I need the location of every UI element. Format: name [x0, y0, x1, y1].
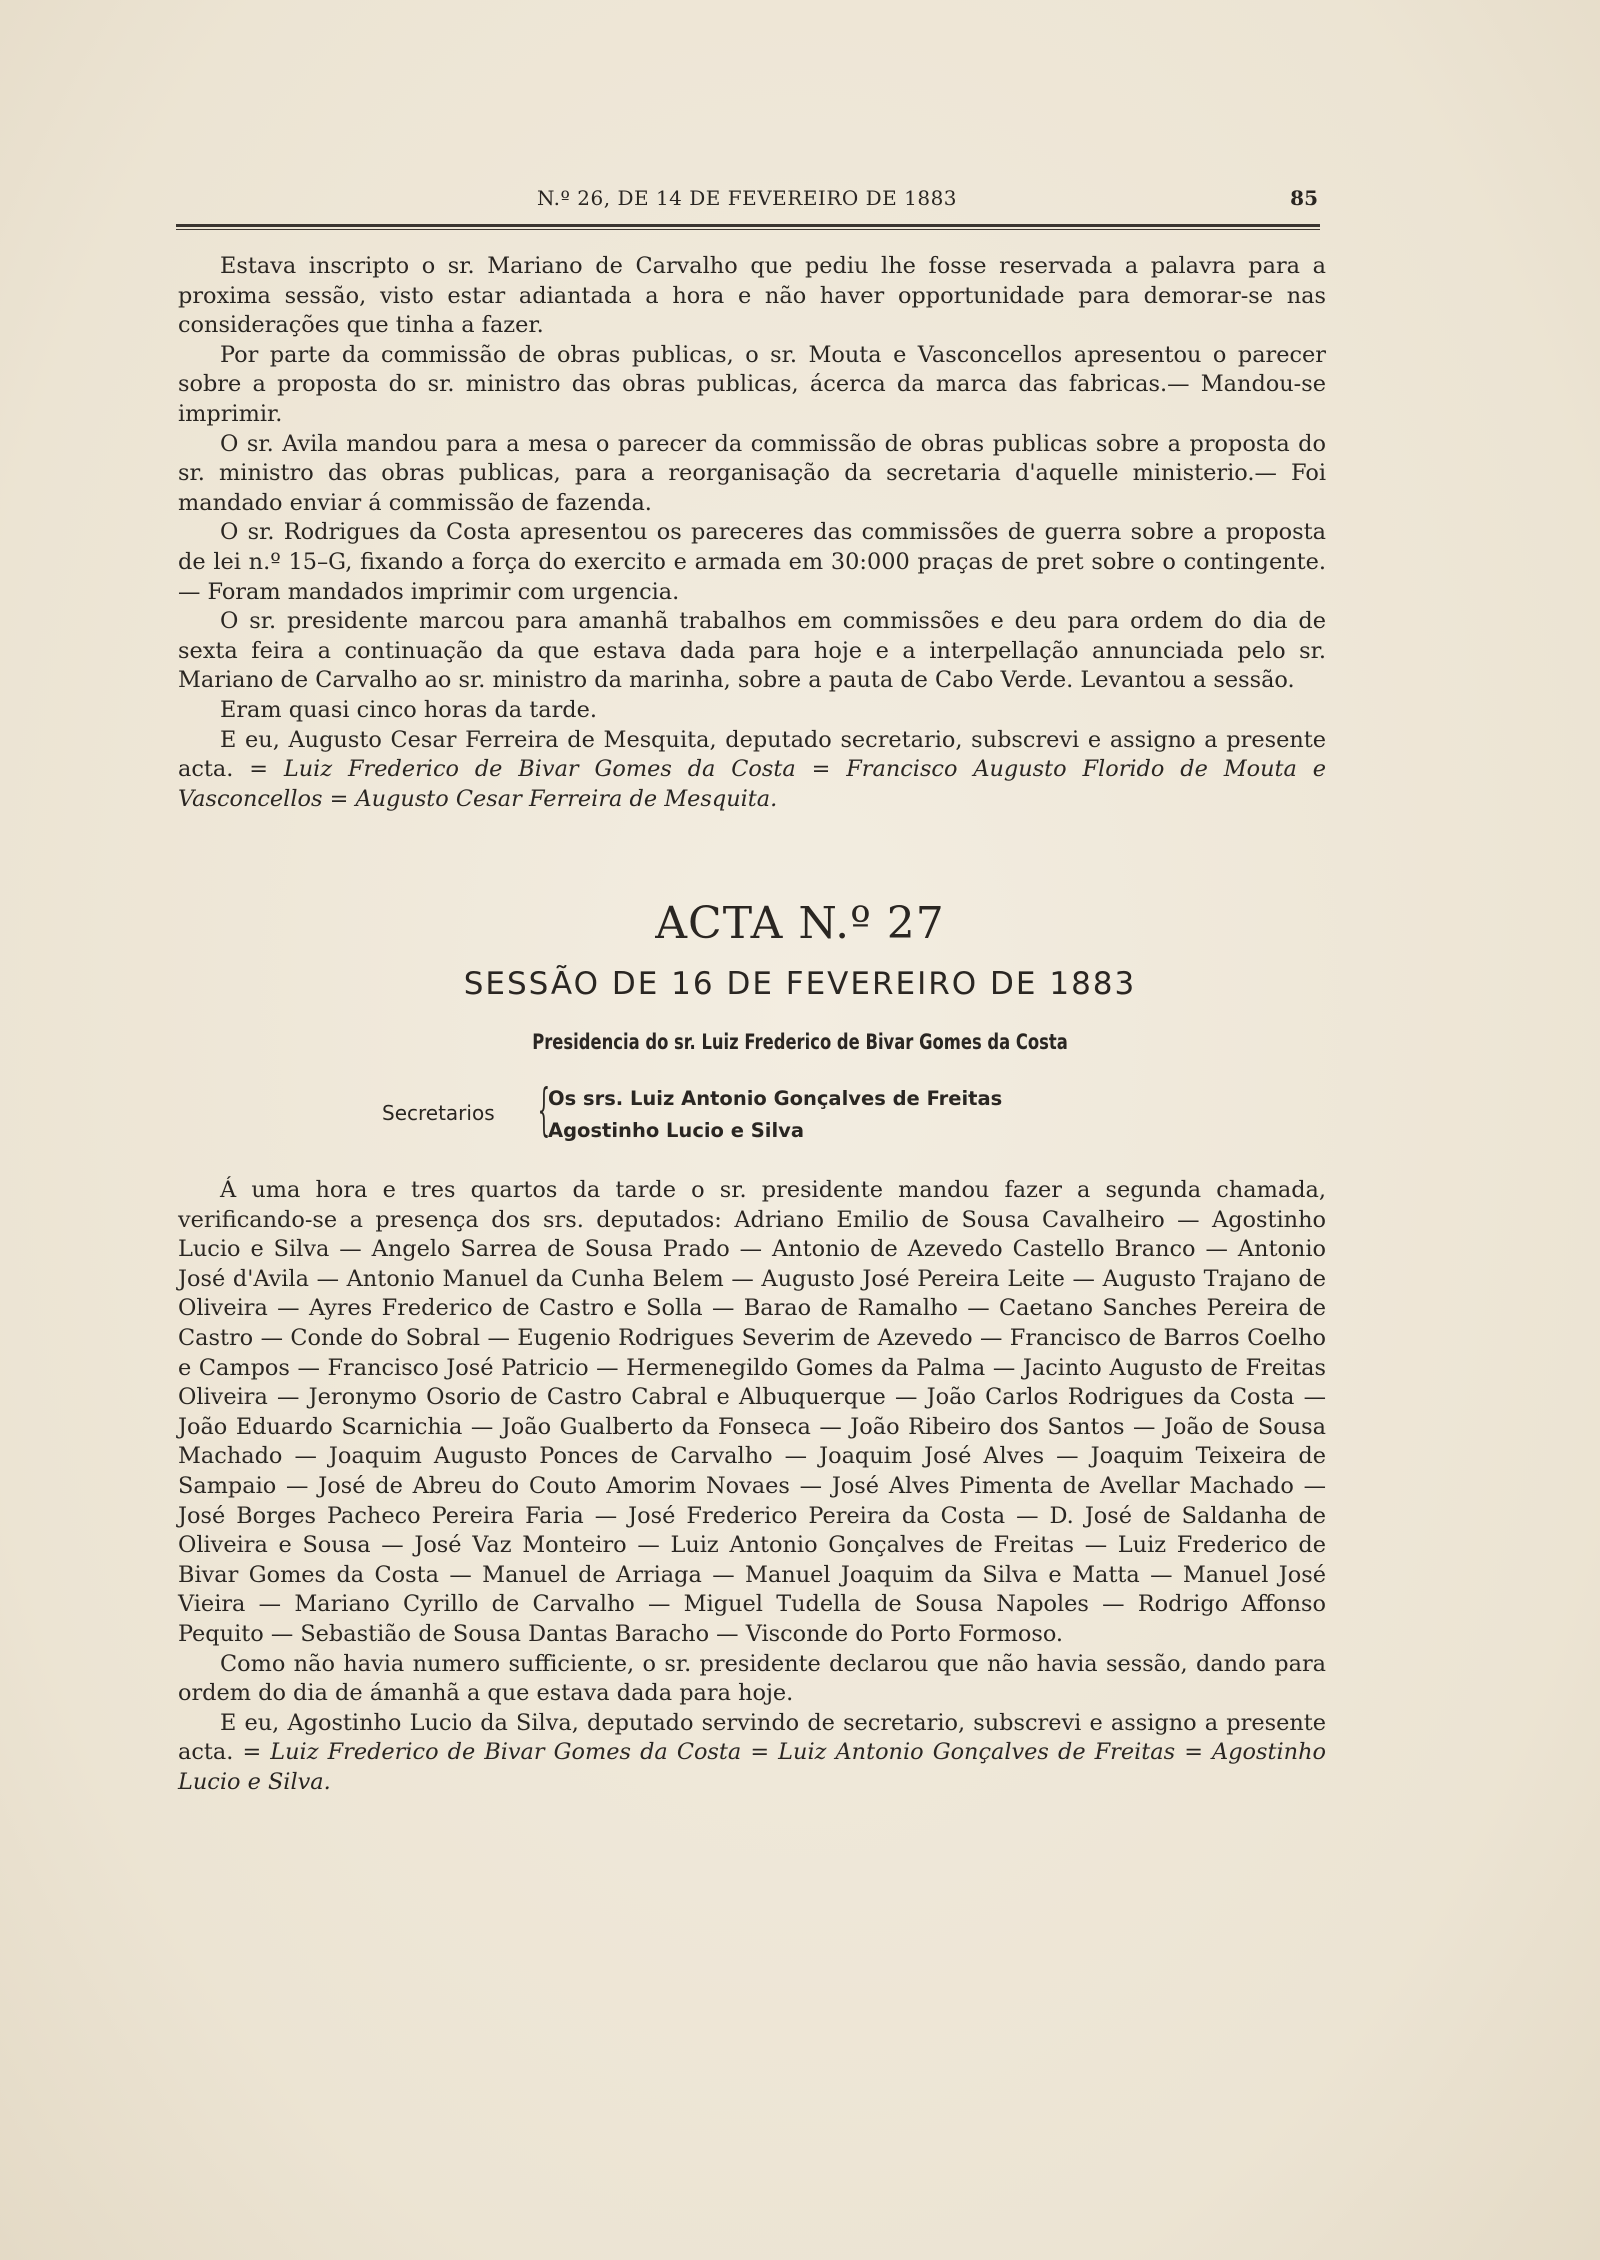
signatures: = Luiz Frederico de Bivar Gomes da Costa = Luiz Antonio Gonçalves de Freitas = Agostinho Lucio e Silva.	[178, 1739, 1326, 1795]
closing-text: E eu, Agostinho Lucio da Silva, deputado servindo de secretario, subscrevi e assigno a presente acta.	[178, 1709, 1326, 1766]
page-number: 85	[1290, 186, 1318, 210]
acta-title: ACTA N.º 27	[655, 898, 945, 949]
paragraph: Estava inscripto o sr. Mariano de Carvalho que pediu lhe fosse reservada a palavra para a proxima sessão, visto estar adiantada a hora e não haver opportunidade para demorar-se nas considerações que tinha a fazer.	[178, 253, 1326, 339]
running-title: N.º 26, DE 14 DE FEVEREIRO DE 1883	[536, 186, 958, 210]
paragraph: O sr. Avila mandou para a mesa o parecer da commissão de obras publicas sobre a proposta do sr. ministro das obras publicas, para a reorganisação da secretaria d'aquelle ministerio.— Foi mandado enviar á commissão de fazenda.	[178, 430, 1326, 516]
session-heading: SESSÃO DE 16 DE FEVEREIRO DE 1883	[463, 966, 1137, 1002]
presidency-line: Presidencia do sr. Luiz Frederico de Bivar Gomes da Costa	[532, 1030, 1068, 1054]
acta-26-conclusion	[178, 252, 1326, 814]
paragraph: Eram quasi cinco horas da tarde.	[220, 696, 597, 723]
paragraph: O sr. Rodrigues da Costa apresentou os pareceres das commissões de guerra sobre a proposta de lei n.º 15–G, fixando a força do exercito e armada em 30:000 praças de pret sobre o contingente.— Foram mandados imprimir com urgencia.	[178, 519, 1326, 605]
acta-27-body	[178, 1176, 1326, 1797]
signature-paragraph	[178, 1709, 1326, 1798]
signature-paragraph	[178, 726, 1326, 815]
paragraph: Como não havia numero sufficiente, o sr. presidente declarou que não havia sessão, dando para ordem do dia de ámanhã a que estava dada para hoje.	[178, 1650, 1326, 1707]
header-rule	[176, 224, 1320, 227]
secretary-name: Os srs. Luiz Antonio Gonçalves de Freitas	[548, 1087, 1003, 1110]
closing-text: E eu, Augusto Cesar Ferreira de Mesquita, deputado secretario, subscrevi e assigno a presente acta.	[178, 726, 1326, 783]
secretaries-label: Secretarios	[382, 1101, 495, 1125]
header-rule-thin	[176, 229, 1320, 230]
paragraph: Por parte da commissão de obras publicas, o sr. Mouta e Vasconcellos apresentou o parecer sobre a proposta do sr. ministro das obras publicas, ácerca da marca das fabricas.— Mandou-se imprimir.	[178, 341, 1326, 427]
brace-glyph: {	[537, 1078, 551, 1143]
paragraph: O sr. presidente marcou para amanhã trabalhos em commissões e deu para ordem do dia de sexta feira a continuação da que estava dada para hoje e a interpellação annunciada pelo sr. Mariano de Carvalho ao sr. ministro da marinha, sobre a pauta de Cabo Verde. Levantou a sessão.	[178, 608, 1326, 694]
secretaries-names	[548, 1083, 1002, 1147]
signatures: = Luiz Frederico de Bivar Gomes da Costa = Francisco Augusto Florido de Mouta e Vasconcellos = Augusto Cesar Ferreira de Mesquita.	[178, 756, 1327, 812]
page-header	[176, 186, 1318, 216]
attendance-paragraph: Á uma hora e tres quartos da tarde o sr. presidente mandou fazer a segunda chamada, verificando-se a presença dos srs. deputados: Adriano Emilio de Sousa Cavalheiro — Agostinho Lucio e Silva — Angelo Sarrea de Sousa Prado — Antonio de Azevedo Castello Branco — Antonio José d'Avila — Antonio Manuel da Cunha Belem — Augusto José Pereira Leite — Augusto Trajano de Oliveira — Ayres Frederico de Castro e Solla — Barao de Ramalho — Caetano Sanches Pereira de Castro — Conde do Sobral — Eugenio Rodrigues Severim de Azevedo — Francisco de Barros Coelho e Campos — Francisco José Patricio — Hermenegildo Gomes da Palma — Jacinto Augusto de Freitas Oliveira — Jeronymo Osorio de Castro Cabral e Albuquerque — João Carlos Rodrigues da Costa — João Eduardo Scarnichia — João Gualberto da Fonseca — João Ribeiro dos Santos — João de Sousa Machado — Joaquim Augusto Ponces de Carvalho — Joaquim José Alves — Joaquim Teixeira de Sampaio — José de Abreu do Couto Amorim Novaes — José Alves Pimenta de Avellar Machado — José Borges Pacheco Pereira Faria — José Frederico Pereira da Costa — D. José de Saldanha de Oliveira e Sousa — José Vaz Monteiro — Luiz Antonio Gonçalves de Freitas — Luiz Frederico de Bivar Gomes da Costa — Manuel de Arriaga — Manuel Joaquim da Silva e Matta — Manuel José Vieira — Mariano Cyrillo de Carvalho — Miguel Tudella de Sousa Napoles — Rodrigo Affonso Pequito — Sebastião de Sousa Dantas Baracho — Visconde do Porto Formoso.	[178, 1177, 1326, 1647]
secretaries-block	[382, 1078, 1102, 1149]
secretary-name: Agostinho Lucio e Silva	[548, 1119, 805, 1142]
